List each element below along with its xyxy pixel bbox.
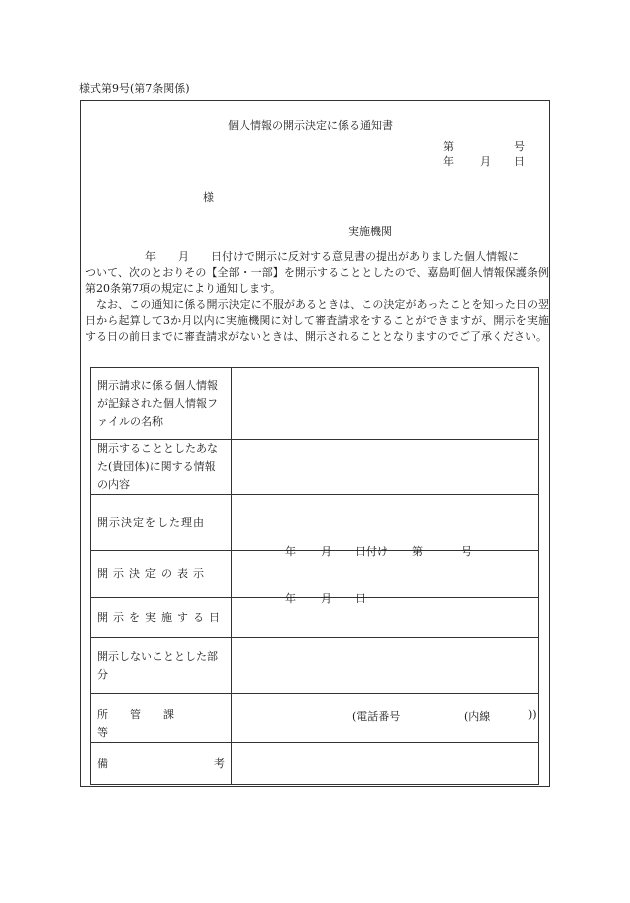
dept-tel: (電話番号 xyxy=(352,710,401,723)
body-paragraph-1-rest: ついて、次のとおりその【全部・一部】を開示することとしたので、嘉島町個人情報保護条例第20条第7項の規定により通知します。 xyxy=(85,266,549,295)
row-label-decision-display-text: 開示決定の表示 xyxy=(97,567,209,580)
row-label-info-content: 開示することとしたあなた(貴団体)に関する情報の内容 xyxy=(91,440,232,495)
issuer: 実施機関 xyxy=(348,225,392,238)
row-value-info-content[interactable] xyxy=(232,440,539,495)
row-value-undisclosed-part[interactable] xyxy=(232,638,539,694)
row-label-remarks xyxy=(91,743,232,785)
remarks-char-1: 備 xyxy=(97,756,108,770)
document-title: 個人情報の開示決定に係る通知書 xyxy=(228,119,393,132)
doc-date-year: 年 xyxy=(443,155,454,168)
table-row xyxy=(91,694,539,743)
row-label-implementation-date: 開示を実施する日 xyxy=(91,598,232,638)
doc-date-month: 月 xyxy=(480,155,491,168)
dept-ext: (内線 xyxy=(464,710,491,723)
doc-number-go: 号 xyxy=(514,140,525,153)
table-row xyxy=(91,368,539,440)
addressee-suffix: 様 xyxy=(203,191,214,204)
row-value-department[interactable] xyxy=(232,694,539,743)
row-label-remarks-text xyxy=(97,755,225,773)
row-label-department-text: 所管課等 xyxy=(97,708,196,739)
row-value-decision-display[interactable] xyxy=(232,545,539,598)
decision-dated: 日付け xyxy=(355,545,388,558)
form-number: 様式第9号(第7条関係) xyxy=(79,82,190,95)
row-label-file-name: 開示請求に係る個人情報が記録された個人情報ファイルの名称 xyxy=(91,368,232,440)
dept-close: )) xyxy=(528,708,537,721)
impl-month: 月 xyxy=(321,592,332,605)
decision-dai: 第 xyxy=(412,545,423,558)
table-row xyxy=(91,551,539,598)
doc-date-day: 日 xyxy=(514,155,525,168)
table-row xyxy=(91,440,539,495)
body-paragraph-1-lead: 年 月 日付けで開示に反対する意見書の提出がありました個人情報に xyxy=(145,250,519,263)
row-label-decision-display xyxy=(91,551,232,598)
table-row xyxy=(91,598,539,638)
decision-month: 月 xyxy=(321,545,332,558)
doc-number-dai: 第 xyxy=(443,140,454,153)
remarks-char-2: 考 xyxy=(214,756,225,770)
impl-day: 日 xyxy=(355,592,366,605)
decision-year: 年 xyxy=(285,545,296,558)
row-value-remarks[interactable] xyxy=(232,743,539,785)
body-paragraph-1 xyxy=(85,249,549,297)
row-value-implementation-date[interactable] xyxy=(232,592,539,638)
body-paragraph-2: なお、この通知に係る開示決定に不服があるときは、この決定があったことを知った日の翌日から起算して3か月以内に実施機関に対して審査請求をすることができますが、開示を実施する日の前日までに審査請求がないときは、開示されることとなりますのでご了承ください。 xyxy=(85,298,549,343)
row-label-reason: 開示決定をした理由 xyxy=(91,495,232,551)
table-row xyxy=(91,743,539,785)
notice-table xyxy=(90,367,539,785)
table-row xyxy=(91,638,539,694)
decision-go: 号 xyxy=(461,545,472,558)
row-value-file-name[interactable] xyxy=(232,368,539,440)
row-label-undisclosed-part: 開示しないこととした部分 xyxy=(91,638,232,694)
impl-year: 年 xyxy=(285,592,296,605)
row-label-department xyxy=(91,694,232,743)
